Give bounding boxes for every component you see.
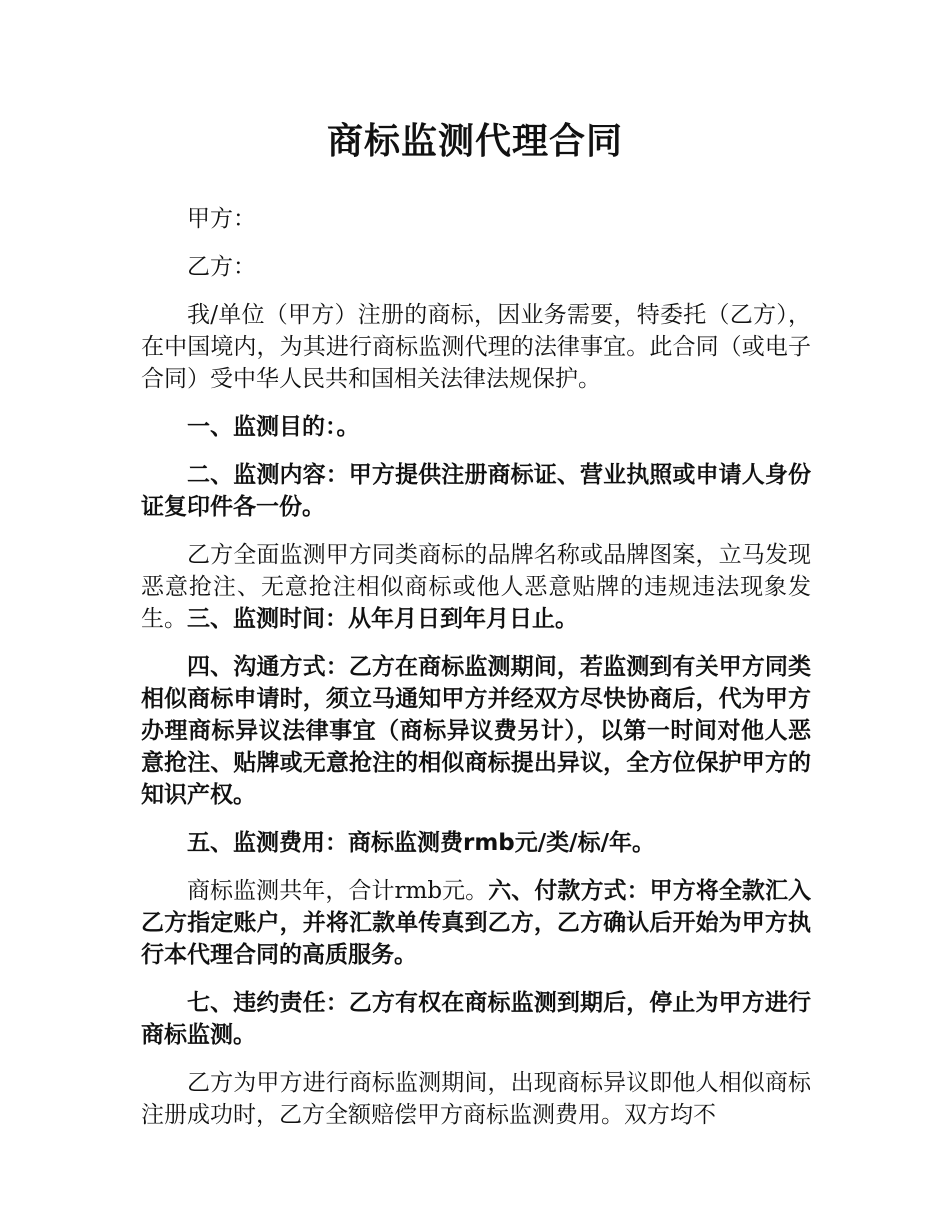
section-7-liability: 七、违约责任：乙方有权在商标监测到期后，停止为甲方进行商标监测。 xyxy=(141,990,811,1048)
party-a-line: 甲方： xyxy=(187,206,256,232)
party-b-line: 乙方： xyxy=(187,254,256,280)
scope-text: 乙方全面监测甲方同类商标的品牌名称或品牌图案，立马发现恶意抢注、无意抢注相似商标或他人恶意贴牌的违规违法现象发生。 xyxy=(141,542,811,632)
scope-paragraph xyxy=(141,539,811,635)
section-6-payment: 六、付款方式：甲方将全款汇入乙方指定账户，并将汇款单传真到乙方，乙方确认后开始为甲方执行本代理合同的高质服务。 xyxy=(141,878,811,968)
section-4-communication: 四、沟通方式：乙方在商标监测期间，若监测到有关甲方同类相似商标申请时，须立马通知甲方并经双方尽快协商后，代为甲方办理商标异议法律事宜（商标异议费另计），以第一时间对他人恶意抢注、贴牌或无意抢注的相似商标提出异议，全方位保护甲方的知识产权。 xyxy=(141,654,811,808)
document-body xyxy=(141,203,811,1147)
section-5-fee: 五、监测费用：商标监测费rmb元/类/标/年。 xyxy=(187,830,655,856)
intro-paragraph: 我/单位（甲方）注册的商标，因业务需要，特委托（乙方），在中国境内，为其进行商标监测代理的法律事宜。此合同（或电子合同）受中华人民共和国相关法律法规保护。 xyxy=(141,302,811,392)
document-title: 商标监测代理合同 xyxy=(326,121,623,162)
total-fee-text: 商标监测共年，合计rmb元。 xyxy=(187,878,489,904)
section-1-purpose: 一、监测目的：。 xyxy=(187,414,360,440)
section-3-time: 三、监测时间：从年月日到年月日止。 xyxy=(187,606,578,632)
compensation-paragraph: 乙方为甲方进行商标监测期间，出现商标异议即他人相似商标注册成功时，乙方全额赔偿甲方商标监测费用。双方均不 xyxy=(141,1070,811,1128)
section-2-content: 二、监测内容：甲方提供注册商标证、营业执照或申请人身份证复印件各一份。 xyxy=(141,462,811,520)
total-fee-paragraph xyxy=(141,875,811,971)
